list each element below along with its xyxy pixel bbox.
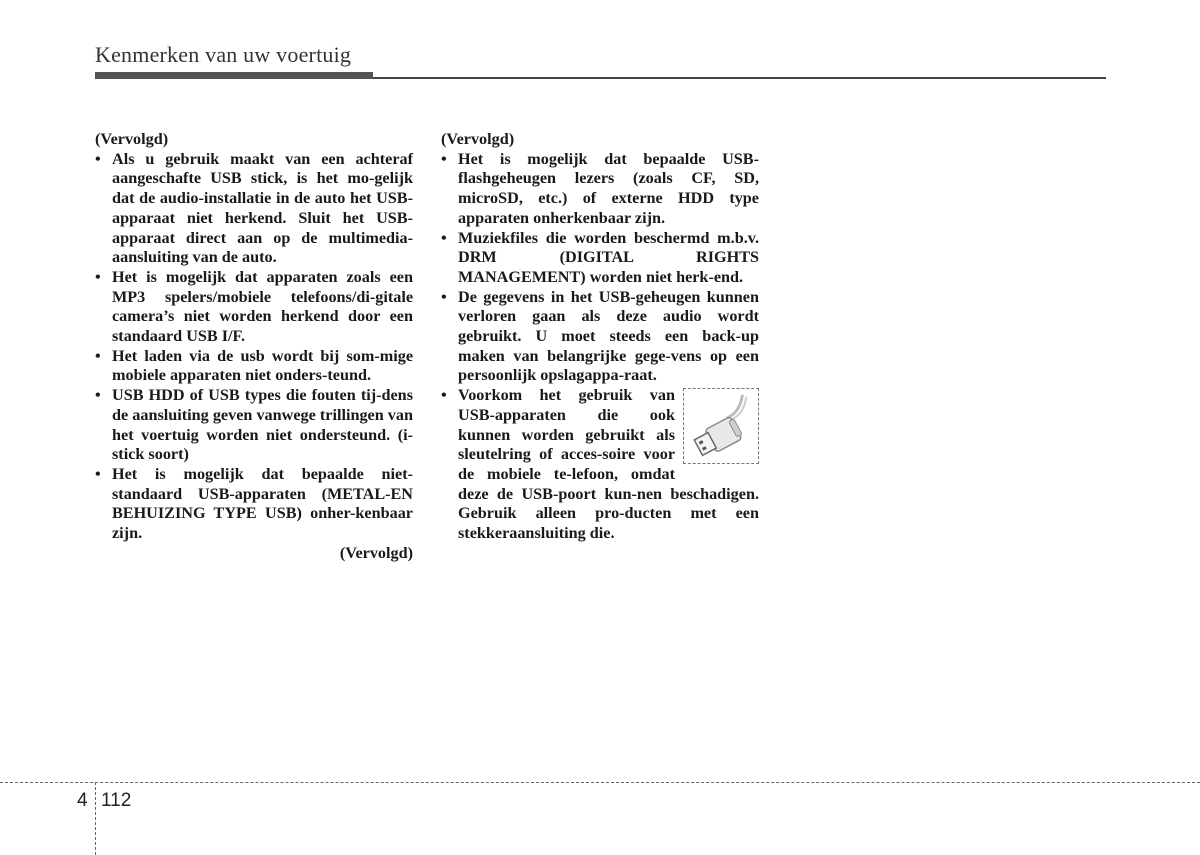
footer-dashed-line (0, 782, 1200, 783)
left-bullet-list (95, 150, 413, 544)
list-item: • Muziekfiles die worden beschermd m.b.v. DRM (DIGITAL RIGHTS MANAGEMENT) worden niet herk-end. (441, 229, 759, 288)
list-item: • Als u gebruik maakt van een achteraf aangeschafte USB stick, is het mo-gelijk dat de audio-installatie in de auto het USB-apparaat niet herkend. Sluit het USB-apparaat direct aan op de multimedia-aansluiting van de auto. (95, 150, 413, 268)
continues-label: (Vervolgd) (339, 543, 413, 562)
usb-stick-figure (683, 388, 759, 464)
header-rule-thin (373, 77, 1106, 79)
page-title: Kenmerken van uw voertuig (95, 42, 352, 67)
left-column (95, 130, 413, 563)
page-number: 112 (101, 790, 132, 811)
right-bullet-list (441, 150, 759, 544)
list-item: • Het laden via de usb wordt bij som-mige mobiele apparaten niet onders-teund. (95, 347, 413, 386)
header-rule-thick (95, 72, 373, 79)
right-column (441, 130, 759, 544)
list-item: • Het is mogelijk dat bepaalde USB-flashgeheugen lezers (zoals CF, SD, microSD, etc.) of externe HDD type apparaten onherkenbaar zijn. (441, 150, 759, 229)
continued-label: (Vervolgd) (441, 130, 515, 148)
footer-dashed-divider (95, 782, 96, 855)
chapter-number: 4 (77, 790, 88, 811)
list-item: • De gegevens in het USB-geheugen kunnen verloren gaan als deze audio wordt gebruikt. U moet steeds een back-up maken van belangrijke gege-vens op een persoonlijk opslagappa-raat. (441, 288, 759, 387)
list-item-with-figure (441, 386, 759, 544)
list-item: • USB HDD of USB types die fouten tij-dens de aansluiting geven vanwege trillingen van het voertuig worden niet ondersteund. (i-stick soort) (95, 386, 413, 465)
usb-stick-icon (684, 389, 758, 463)
continued-label: (Vervolgd) (95, 130, 169, 148)
last-bullet-text: Voorkom het gebruik van USB-apparaten die ook kunnen worden gebruikt als sleutelring of acces-soire voor de mobiele te-lefoon, omdat deze de USB-poort kun-nen beschadigen. Gebruik alleen pro-ducten met een stekkeraansluiting die. (458, 386, 759, 543)
list-item: • Het is mogelijk dat apparaten zoals een MP3 spelers/mobiele telefoons/di-gitale camera’s niet worden herkend door een standaard USB I/F. (95, 268, 413, 347)
list-item: • Het is mogelijk dat bepaalde niet-standaard USB-apparaten (METAL-EN BEHUIZING TYPE USB) onher-kenbaar zijn. (95, 465, 413, 544)
